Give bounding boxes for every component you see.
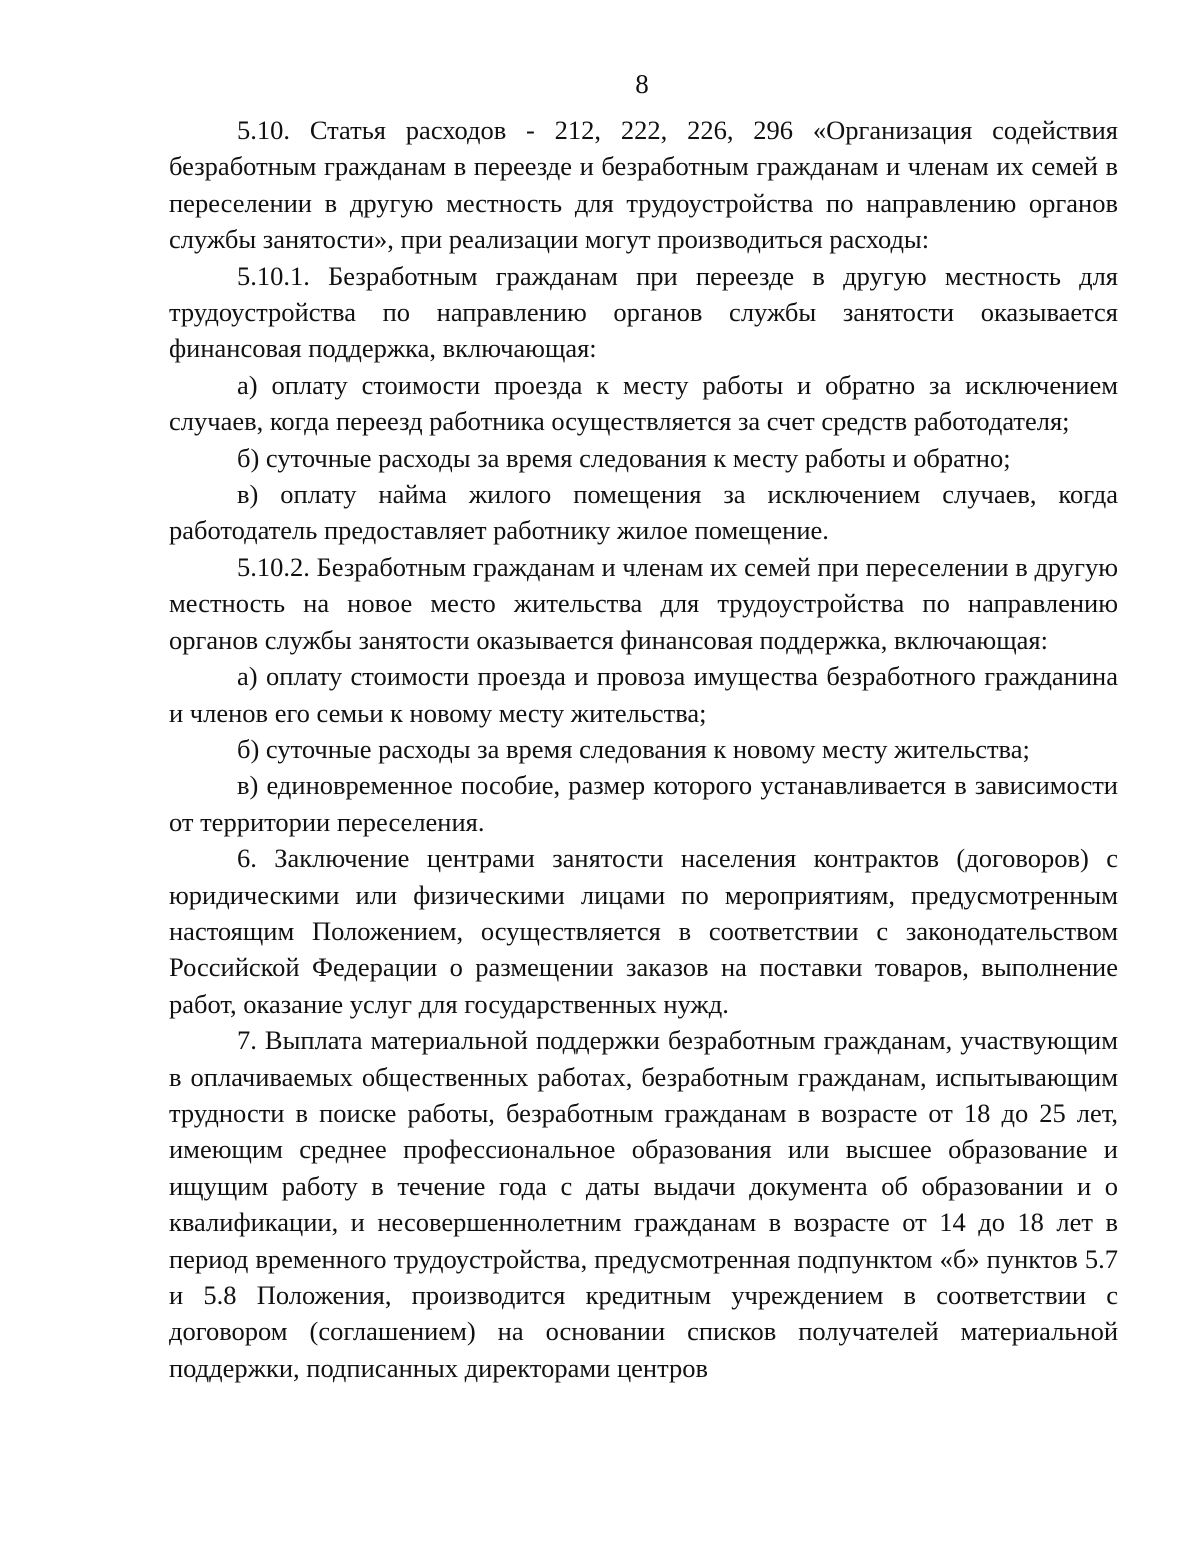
paragraph-5-10-1-b: б) суточные расходы за время следования к месту работы и обратно; bbox=[237, 442, 1011, 473]
paragraph-5-10-2-a: а) оплату стоимости проезда и провоза имущества безработного гражданина и членов его семьи к новому месту жительства; bbox=[169, 661, 1118, 728]
paragraph-5-10-2-b: б) суточные расходы за время следования к новому месту жительства; bbox=[237, 733, 1030, 764]
paragraph-5-10-2-v: в) единовременное пособие, размер которого устанавливается в зависимости от территории переселения. bbox=[169, 770, 1118, 837]
paragraph-5-10-2: 5.10.2. Безработным гражданам и членам их семей при переселении в другую местность на новое место жительства для трудоустройства по направлению органов службы занятости оказывается финансовая поддержка, включающая: bbox=[169, 551, 1118, 655]
paragraph-5-10: 5.10. Статья расходов - 212, 222, 226, 296 «Организация содействия безработным гражданам в переезде и безработным гражданам и членам их семей в переселении в другую местность для трудоустройства по направлению органов службы занятости», при реализации могут производиться расходы: bbox=[169, 115, 1118, 255]
paragraph-5-10-1-a: а) оплату стоимости проезда к месту работы и обратно за исключением случаев, когда переезд работника осуществляется за счет средств работодателя; bbox=[169, 369, 1118, 437]
document-body bbox=[169, 112, 1118, 1386]
paragraph-5-10-1: 5.10.1. Безработным гражданам при переезде в другую местность для трудоустройства по направлению органов службы занятости оказывается финансовая поддержка, включающая: bbox=[169, 260, 1118, 364]
paragraph-6: 6. Заключение центрами занятости населения контрактов (договоров) с юридическими или физическими лицами по мероприятиям, предусмотренным настоящим Положением, осуществляется в соответствии с законодательством Российской Федерации о размещении заказов на поставки товаров, выполнение работ, оказание услуг для государственных нужд. bbox=[169, 843, 1118, 1019]
paragraph-5-10-1-v: в) оплату найма жилого помещения за исключением случаев, когда работодатель предоставляет работнику жилое помещение. bbox=[169, 479, 1118, 546]
page-number: 8 bbox=[635, 69, 649, 99]
paragraph-7: 7. Выплата материальной поддержки безработным гражданам, участвующим в оплачиваемых общественных работах, безработным гражданам, испытывающим трудности в поиске работы, безработным гражданам в возрасте от 18 до 25 лет, имеющим среднее профессиональное образования или высшее образование и ищущим работу в течение года с даты выдачи документа об образовании и о квалификации, и несовершеннолетним гражданам в возрасте от 14 до 18 лет в период временного трудоустройства, предусмотренная подпунктом «б» пунктов 5.7 и 5.8 Положения, производится кредитным учреждением в соответствии с договором (соглашением) на основании списков получателей материальной поддержки, подписанных директорами центров bbox=[169, 1025, 1118, 1383]
